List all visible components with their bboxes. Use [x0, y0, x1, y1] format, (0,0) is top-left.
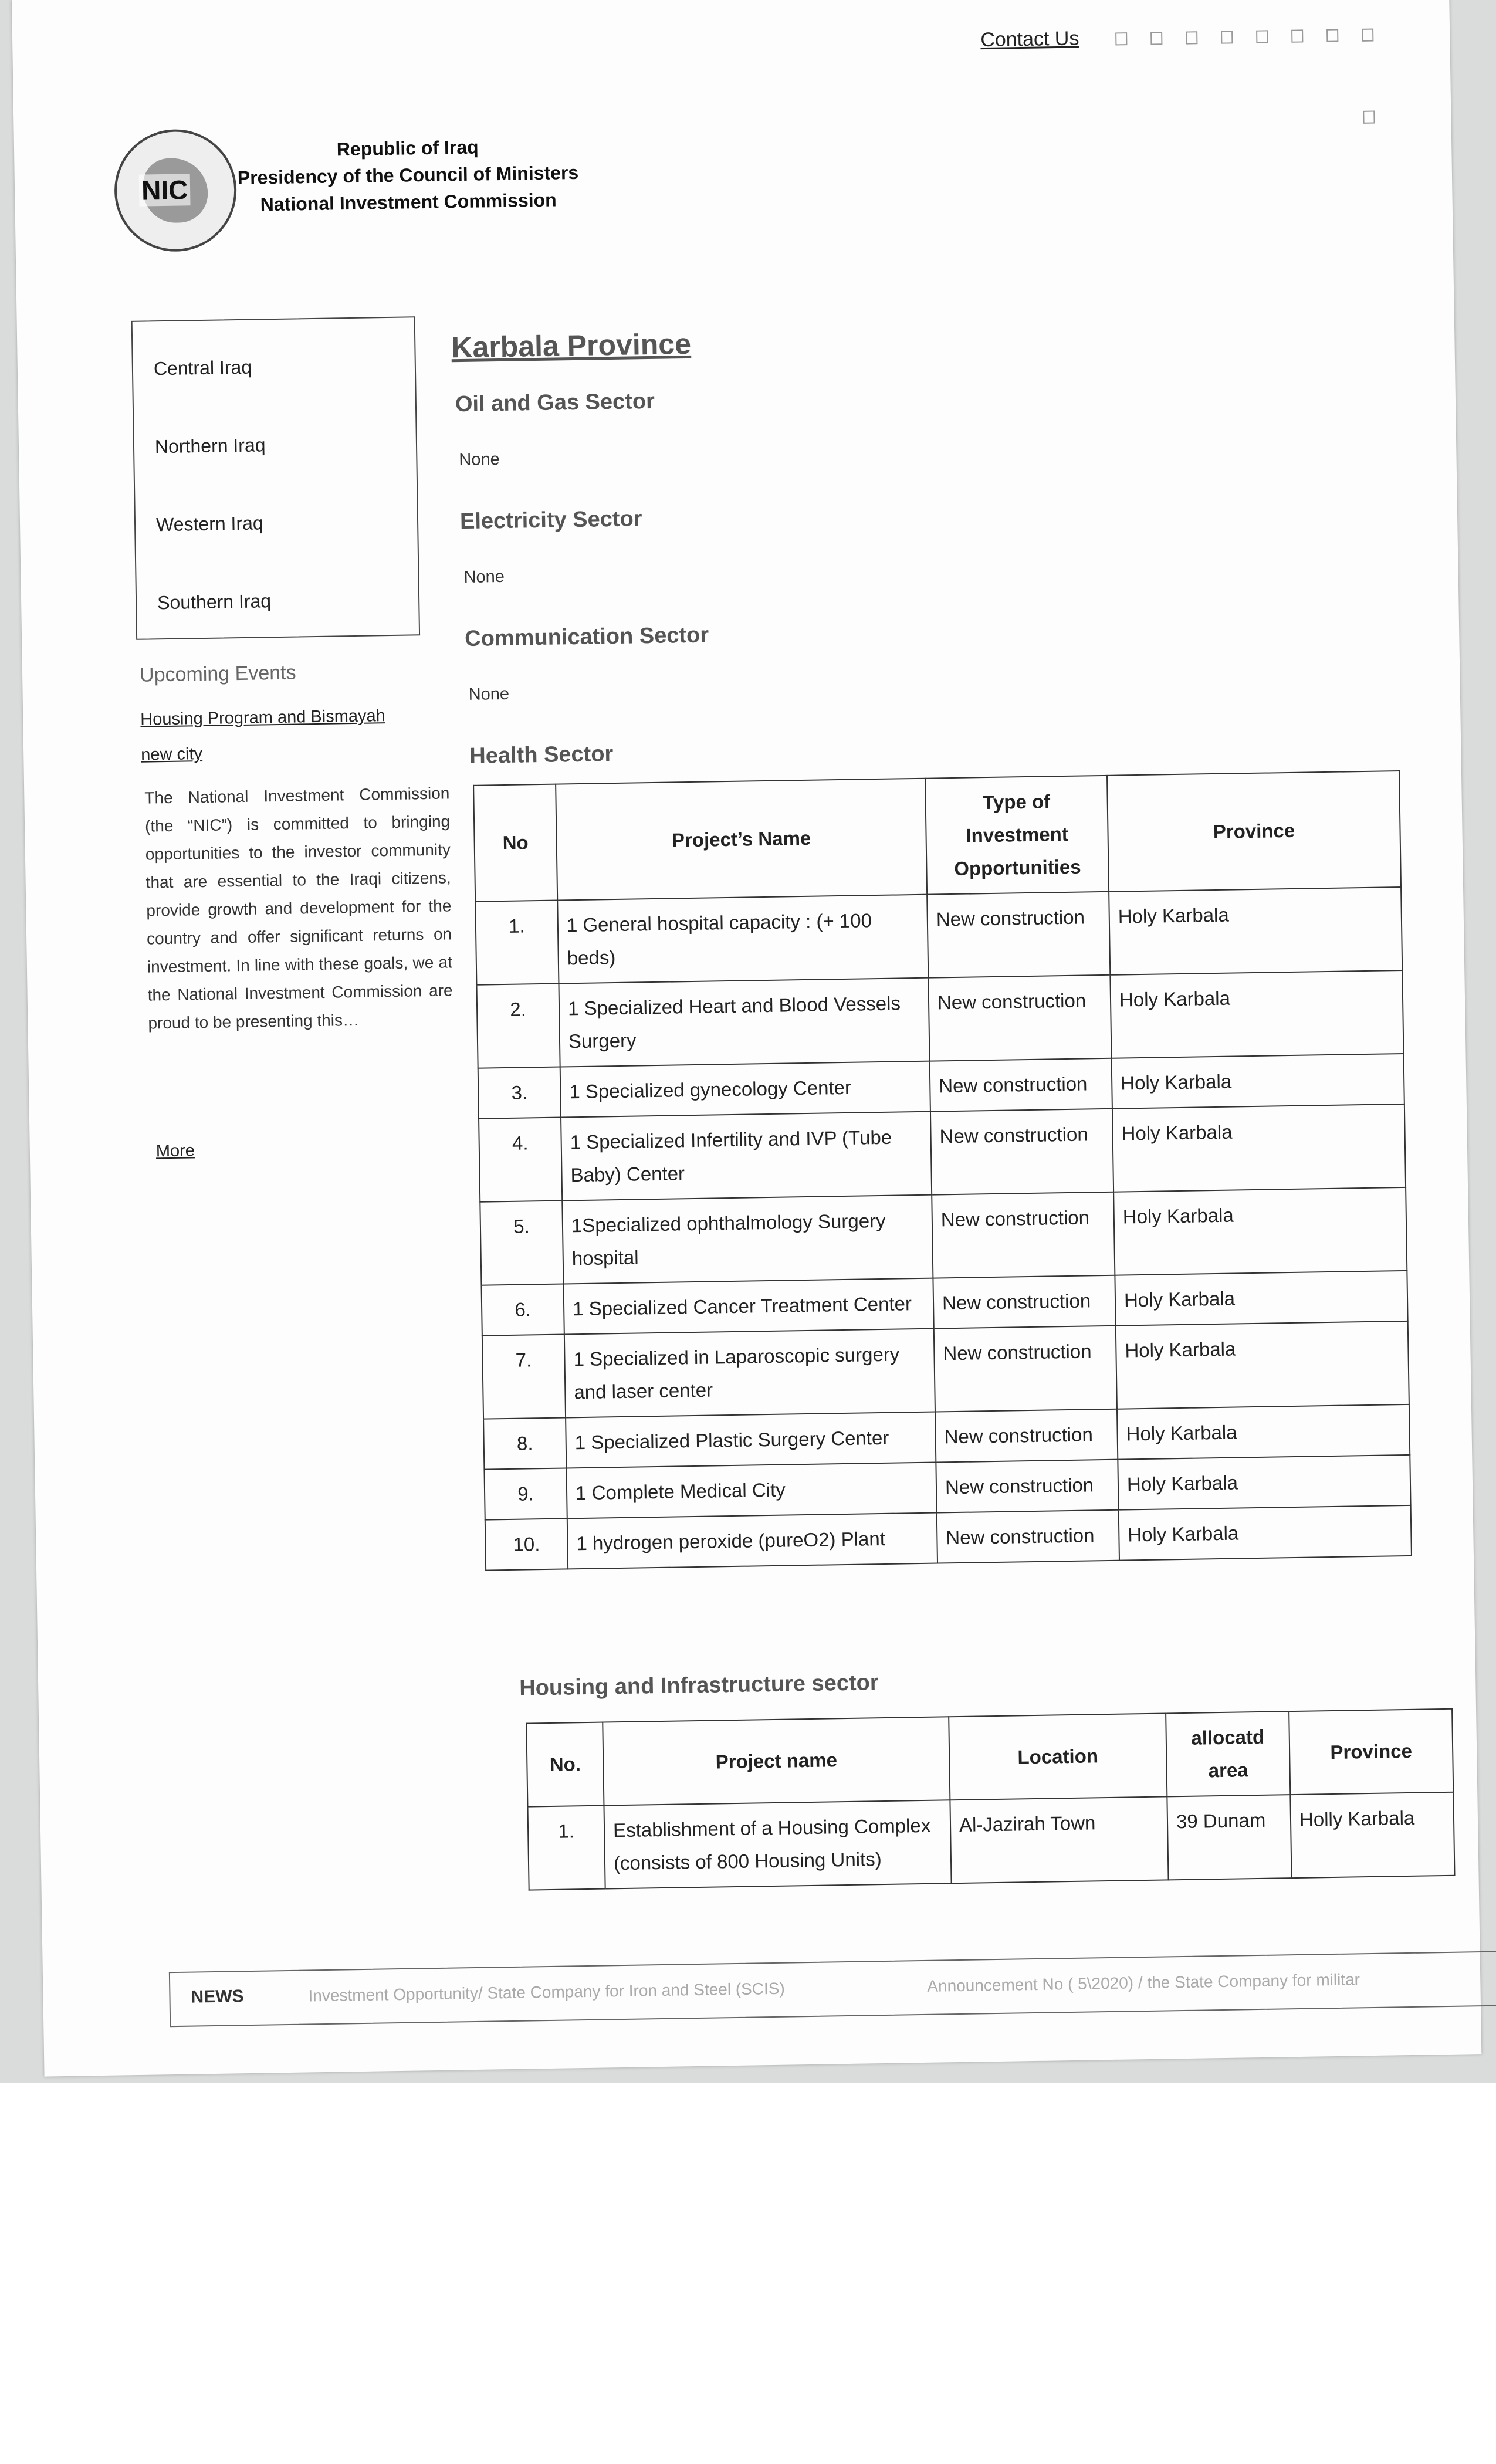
province: Holy Karbala [1115, 1271, 1407, 1326]
region-link-southern[interactable]: Southern Iraq [157, 590, 272, 614]
location: Al-Jazirah Town [950, 1796, 1168, 1883]
row-number: 4. [479, 1118, 562, 1202]
oil-gas-section-title: Oil and Gas Sector [455, 388, 655, 417]
project-name: 1 Complete Medical City [566, 1463, 936, 1519]
row-number: 6. [482, 1284, 564, 1335]
table-header-row [473, 771, 1401, 902]
province: Holy Karbala [1116, 1321, 1409, 1409]
brand-line-1: Republic of Iraq [336, 136, 479, 160]
communication-section-title: Communication Sector [464, 622, 709, 652]
region-link-western[interactable]: Western Iraq [155, 512, 263, 536]
oil-gas-value: None [459, 450, 500, 470]
column-header-no: No. [526, 1722, 604, 1807]
document-page [12, 0, 1481, 2077]
project-name: 1 Specialized gynecology Center [560, 1061, 930, 1118]
brand-block [237, 132, 580, 218]
table-row [475, 887, 1402, 985]
table-row [479, 1104, 1406, 1202]
project-name: 1 Specialized Heart and Blood Vessels Surgery [559, 978, 929, 1067]
row-number: 5. [480, 1201, 563, 1285]
project-name: 1 Specialized Plastic Surgery Center [566, 1412, 936, 1468]
column-header-province: Province [1289, 1709, 1453, 1795]
table-row [476, 970, 1403, 1068]
region-link-northern[interactable]: Northern Iraq [154, 434, 266, 458]
province: Holy Karbala [1109, 887, 1402, 975]
social-icon[interactable] [1291, 29, 1303, 42]
project-name: Establishment of a Housing Complex (consists of 800 Housing Units) [604, 1800, 951, 1888]
logo-text: NIC [139, 174, 191, 206]
column-header-project-name: Project’s Name [556, 779, 927, 901]
province: Holly Karbala [1290, 1792, 1454, 1878]
row-number: 8. [483, 1417, 566, 1469]
communication-value: None [468, 684, 510, 704]
investment-type: New construction [935, 1409, 1118, 1463]
column-header-no: No [473, 784, 557, 902]
news-label: NEWS [191, 1986, 244, 2007]
table-row [527, 1792, 1454, 1890]
contact-us-link[interactable]: Contact Us [980, 27, 1079, 52]
row-number: 1. [527, 1806, 605, 1890]
nic-logo [114, 128, 238, 252]
page-title: Karbala Province [451, 327, 692, 364]
province: Holy Karbala [1110, 970, 1403, 1058]
column-header-project-name: Project name [603, 1717, 950, 1805]
column-header-province: Province [1107, 771, 1401, 892]
housing-projects-table [526, 1708, 1455, 1891]
table-header-row [526, 1709, 1453, 1807]
project-name: 1 Specialized Cancer Treatment Center [563, 1278, 933, 1335]
province: Holy Karbala [1117, 1404, 1410, 1460]
row-number: 7. [482, 1334, 566, 1419]
investment-type: New construction [933, 1275, 1115, 1329]
column-header-investment-type: Type of Investment Opportunities [925, 776, 1109, 895]
social-icon[interactable] [1150, 32, 1162, 45]
health-projects-table [473, 770, 1412, 1571]
electricity-section-title: Electricity Sector [459, 506, 642, 534]
social-icon[interactable] [1326, 29, 1338, 42]
investment-type: New construction [936, 1460, 1118, 1513]
investment-type: New construction [927, 892, 1110, 978]
social-icon[interactable] [1186, 31, 1197, 44]
row-number: 3. [478, 1067, 561, 1119]
investment-type: New construction [932, 1192, 1115, 1278]
project-name: 1 Specialized in Laparoscopic surgery and laser center [564, 1329, 935, 1418]
region-menu [131, 316, 420, 640]
social-icon[interactable] [1115, 32, 1127, 45]
table-row [480, 1187, 1407, 1285]
more-link[interactable]: More [155, 1141, 195, 1161]
province: Holy Karbala [1119, 1505, 1412, 1561]
project-name: 1 General hospital capacity : (+ 100 beds) [557, 895, 928, 984]
row-number: 2. [476, 984, 560, 1068]
news-ticker-item[interactable]: Announcement No ( 5\2020) / the State Company for militar [927, 1970, 1360, 1995]
housing-section-title: Housing and Infrastructure sector [519, 1670, 879, 1701]
social-icon[interactable] [1221, 31, 1233, 43]
column-header-allocated-area: allocatd area [1166, 1711, 1290, 1796]
province: Holy Karbala [1112, 1104, 1406, 1192]
project-name: 1Specialized ophthalmology Surgery hospital [562, 1195, 933, 1284]
brand-line-2: Presidency of the Council of Ministers [237, 161, 579, 188]
column-header-location: Location [949, 1713, 1167, 1800]
news-ticker-item[interactable]: Investment Opportunity/ State Company for Iron and Steel (SCIS) [308, 1979, 786, 2005]
province: Holy Karbala [1118, 1455, 1410, 1510]
investment-type: New construction [934, 1326, 1117, 1412]
province: Holy Karbala [1112, 1054, 1404, 1109]
investment-type: New construction [930, 1109, 1113, 1195]
search-icon[interactable] [1363, 111, 1375, 124]
electricity-value: None [463, 567, 505, 587]
health-section-title: Health Sector [469, 742, 614, 769]
region-link-central[interactable]: Central Iraq [153, 356, 252, 380]
row-number: 9. [484, 1468, 567, 1519]
brand-line-3: National Investment Commission [260, 189, 557, 215]
investment-type: New construction [937, 1510, 1119, 1563]
social-icon[interactable] [1362, 29, 1373, 42]
investment-type: New construction [930, 1058, 1112, 1112]
province: Holy Karbala [1113, 1187, 1407, 1275]
row-number: 10. [485, 1518, 568, 1570]
row-number: 1. [475, 901, 559, 985]
project-name: 1 hydrogen peroxide (pureO2) Plant [567, 1513, 937, 1569]
investment-type: New construction [928, 975, 1111, 1061]
allocated-area: 39 Dunam [1167, 1795, 1291, 1880]
news-ticker-bar [169, 1951, 1496, 2027]
upcoming-events-title: Upcoming Events [139, 661, 296, 686]
event-description: The National Investment Commission (the “NIC”) is committed to bringing opportunities to the investor community that are essential to the Iraqi citizens, provide growth and development for the country and offer significant returns on investment. In line with these goals, we at the National Investment Commission are proud to be presenting this… [144, 784, 453, 1033]
table-row [482, 1321, 1409, 1419]
project-name: 1 Specialized Infertility and IVP (Tube Baby) Center [561, 1112, 932, 1201]
event-link[interactable]: Housing Program and Bismayah new city [140, 706, 385, 764]
social-icon[interactable] [1256, 30, 1268, 43]
